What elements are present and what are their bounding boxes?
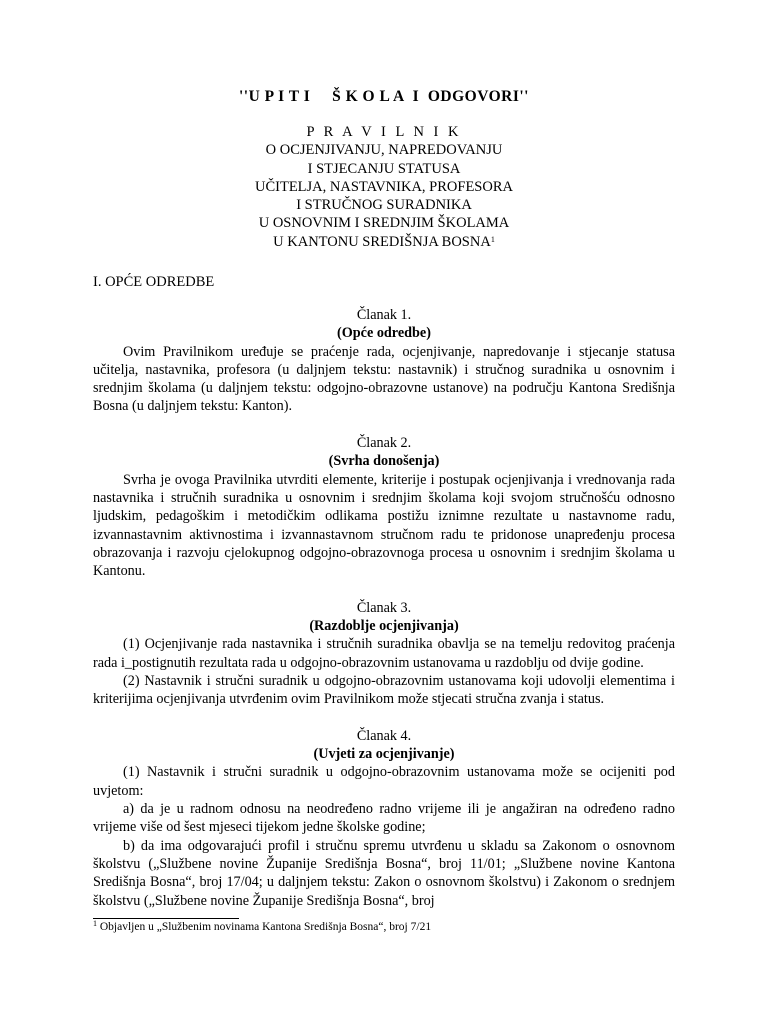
article-4 bbox=[93, 727, 675, 910]
title-line: I STJECANJU STATUSA bbox=[307, 160, 461, 177]
regulation-title-block bbox=[0, 123, 768, 251]
header-title: ''U P I T I Š K O L A I ODGOVORI'' bbox=[238, 88, 529, 105]
article-title: (Svrha donošenja) bbox=[328, 453, 440, 470]
article-number: Članak 4. bbox=[356, 727, 412, 744]
article-number: Članak 2. bbox=[356, 435, 412, 452]
article-1 bbox=[93, 306, 675, 416]
footnote-reference: 1 bbox=[490, 234, 495, 244]
title-line: U OSNOVNIM I SREDNJIM ŠKOLAMA bbox=[258, 215, 510, 232]
article-paragraph: (2) Nastavnik i stručni suradnik u odgojno-obrazovnim ustanovama koji udovolji elementima i kriterijima ocjenjivanja utvrđenim ovim Pravilnikom može stjecati stručna zvanja i status. bbox=[93, 672, 675, 708]
article-paragraph: Svrha je ovoga Pravilnika utvrditi elemente, kriterije i postupak ocjenjivanja i vrednovanja rada nastavnika i stručnih suradnika u osnovnim i srednjim školama koji svojom stručnošću odnosno ljudskim, pedagoškim i metodičkim odlikama postižu iznimne rezultate u nastavnome radu, izvannastavnim aktivnostima i izvannastavnom stručnom radu te pridonose unapređenju procesa obrazovanja i razvoju cjelokupnog odgojno-obrazovnoga procesa u osnovnim i srednjim školama u Kantonu. bbox=[93, 471, 675, 580]
article-2 bbox=[93, 434, 675, 580]
title-line-last bbox=[0, 233, 768, 251]
title-line: I STRUČNOG SURADNIKA bbox=[296, 197, 472, 214]
article-paragraph: (1) Nastavnik i stručni suradnik u odgojno-obrazovnim ustanovama može se ocijeniti pod uvjetom: bbox=[93, 764, 675, 799]
footnote-marker: 1 bbox=[93, 919, 97, 928]
title-line: O OCJENJIVANJU, NAPREDOVANJU bbox=[265, 142, 503, 159]
footnote-divider bbox=[93, 918, 239, 919]
article-number: Članak 1. bbox=[356, 307, 412, 323]
article-paragraph: Ovim Pravilnikom uređuje se praćenje rada, ocjenjivanje, napredovanje i stjecanje statusa učitelja, nastavnika, profesora (u daljnjem tekstu: nastavnik) i stručnog suradnika u osnovnim i srednjim školama (u daljnjem tekstu: odgojno-obrazovne ustanove) na području Kantona Središnja Bosna (u daljnjem tekstu: Kanton). bbox=[93, 343, 675, 415]
title-line: U KANTONU SREDIŠNJA BOSNA bbox=[273, 233, 491, 250]
article-3 bbox=[93, 599, 675, 709]
article-paragraph: b) da ima odgovarajući profil i stručnu spremu utvrđenu u skladu sa Zakonom o osnovnom školstvu („Službene novine Županije Središnja Bosna“, broj 11/01; „Službene novine Kantona Središnja Bosna“, broj 17/04; u daljnjem tekstu: Zakon o osnovnom školstvu) i Zakonom o srednjem školstvu („Službene novine Županije Središnja Bosna“, broj bbox=[93, 837, 675, 909]
article-number: Članak 3. bbox=[356, 599, 412, 616]
section-heading: I. OPĆE ODREDBE bbox=[93, 274, 215, 290]
article-title: (Uvjeti za ocjenjivanje) bbox=[313, 746, 455, 763]
article-title: (Razdoblje ocjenjivanja) bbox=[309, 618, 459, 635]
article-paragraph: a) da je u radnom odnosu na neodređeno radno vrijeme ili je angažiran na određeno radno vrijeme više od šest mjeseci tijekom jedne školske godine; bbox=[93, 801, 675, 836]
title-line: UČITELJA, NASTAVNIKA, PROFESORA bbox=[255, 178, 513, 195]
document-body bbox=[93, 306, 675, 928]
article-paragraph: (1) Ocjenjivanje rada nastavnika i stručnih suradnika obavlja se na temelju redovitog praćenja rada i_postignutih rezultata rada u odgojno-obrazovnim ustanovama u razdoblju od dvije godine. bbox=[93, 636, 675, 671]
footnote-text: Objavljen u „Službenim novinama Kantona Središnja Bosna“, broj 7/21 bbox=[97, 921, 432, 933]
article-title: (Opće odredbe) bbox=[337, 325, 431, 342]
title-line: P R A V I L N I K bbox=[306, 124, 462, 140]
footnote bbox=[93, 921, 431, 933]
